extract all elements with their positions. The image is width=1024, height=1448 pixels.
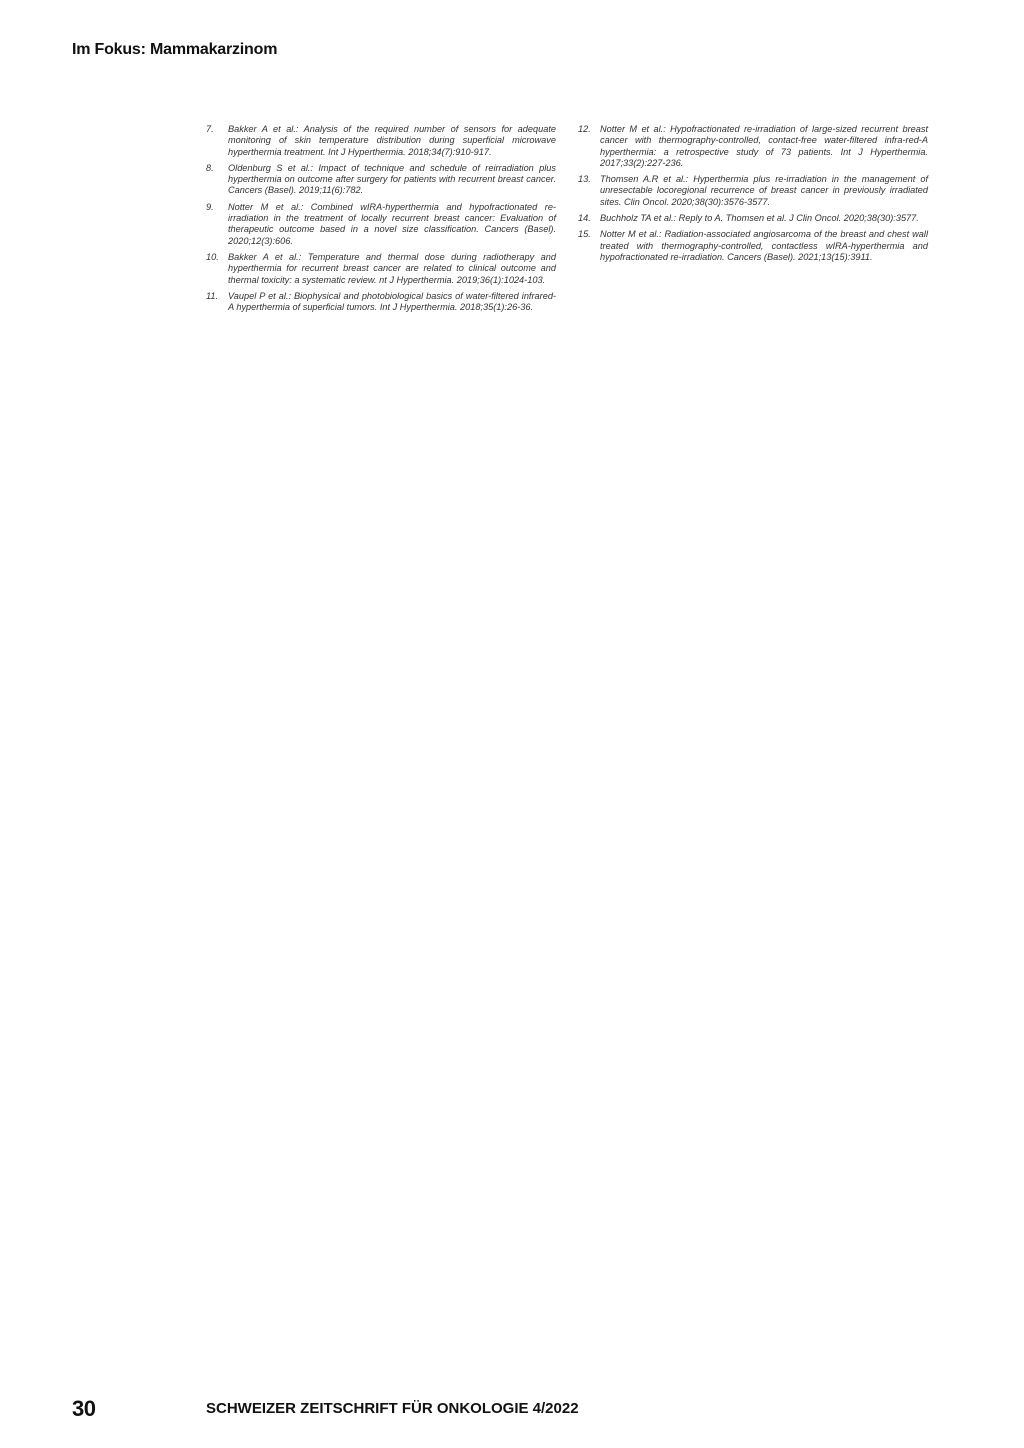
section-title: Im Fokus: Mammakarzinom xyxy=(72,41,278,58)
reference-text: Notter M et al.: Combined wIRA-hyperthermia and hypofractionated re-irradiation in the treatment of locally recurrent breast cancer: Evaluation of therapeutic outcome based in a novel size classification. Cancers (Basel). 2020;12(3):606. xyxy=(228,201,556,246)
reference-item xyxy=(578,174,928,208)
reference-text: Notter M et al.: Hypofractionated re-irradiation of large-sized recurrent breast cancer with thermography-controlled, contact-free water-filtered infra-red-A hyperthermia: a retrospective study of 73 patients. Int J Hyperthermia. 2017;33(2):227-236. xyxy=(600,124,928,168)
references-column-right xyxy=(578,124,928,268)
page-number: 30 xyxy=(72,1396,96,1421)
reference-item xyxy=(206,291,556,314)
reference-text: Vaupel P et al.: Biophysical and photobiological basics of water-filtered infrared-A hyperthermia of superficial tumors. Int J Hyperthermia. 2018;35(1):26-36. xyxy=(228,290,556,313)
reference-number: 10. xyxy=(206,251,219,262)
reference-number: 15. xyxy=(578,229,591,240)
reference-text: Bakker A et al.: Temperature and thermal dose during radiotherapy and hyperthermia for recurrent breast cancer are related to clinical outcome and thermal toxicity: a systematic review. nt J Hyperthermia. 2019;36(1):1024-103. xyxy=(228,251,556,285)
reference-text: Notter M et al.: Radiation-associated angiosarcoma of the breast and chest wall treated with thermography-controlled, contactless wIRA-hyperthermia and hypofractionated re-irradiation. Cancers (Basel). 2021;13(15):3911. xyxy=(600,229,928,262)
references-column-left xyxy=(206,124,556,318)
reference-text: Bakker A et al.: Analysis of the required number of sensors for adequate monitoring of skin temperature distribution during superficial microwave hyperthermia treatment. Int J Hyperthermia. 2018;34(7):910-917. xyxy=(228,124,556,157)
reference-text: Oldenburg S et al.: Impact of technique and schedule of reirradiation plus hyperthermia on outcome after surgery for patients with recurrent breast cancer. Cancers (Basel). 2019;11(6):782. xyxy=(228,162,556,196)
reference-number: 14. xyxy=(578,213,591,224)
reference-text: Thomsen A.R et al.: Hyperthermia plus re-irradiation in the management of unresectable locoregional recurrence of breast cancer in previously irradiated sites. Clin Oncol. 2020;38(30):3576-3577. xyxy=(600,174,928,207)
reference-item xyxy=(206,202,556,247)
reference-item xyxy=(206,124,556,158)
reference-item xyxy=(578,124,928,169)
reference-item xyxy=(206,163,556,197)
reference-number: 9. xyxy=(206,201,214,212)
reference-text: Buchholz TA et al.: Reply to A. Thomsen et al. J Clin Oncol. 2020;38(30):3577. xyxy=(600,213,919,224)
reference-number: 11. xyxy=(206,290,219,301)
reference-item xyxy=(578,213,928,224)
reference-item xyxy=(578,229,928,263)
reference-number: 8. xyxy=(206,162,214,173)
reference-number: 12. xyxy=(578,124,591,134)
journal-title: SCHWEIZER ZEITSCHRIFT FÜR ONKOLOGIE 4/2022 xyxy=(206,1400,579,1417)
reference-item xyxy=(206,252,556,286)
reference-number: 7. xyxy=(206,124,214,134)
reference-number: 13. xyxy=(578,174,591,185)
